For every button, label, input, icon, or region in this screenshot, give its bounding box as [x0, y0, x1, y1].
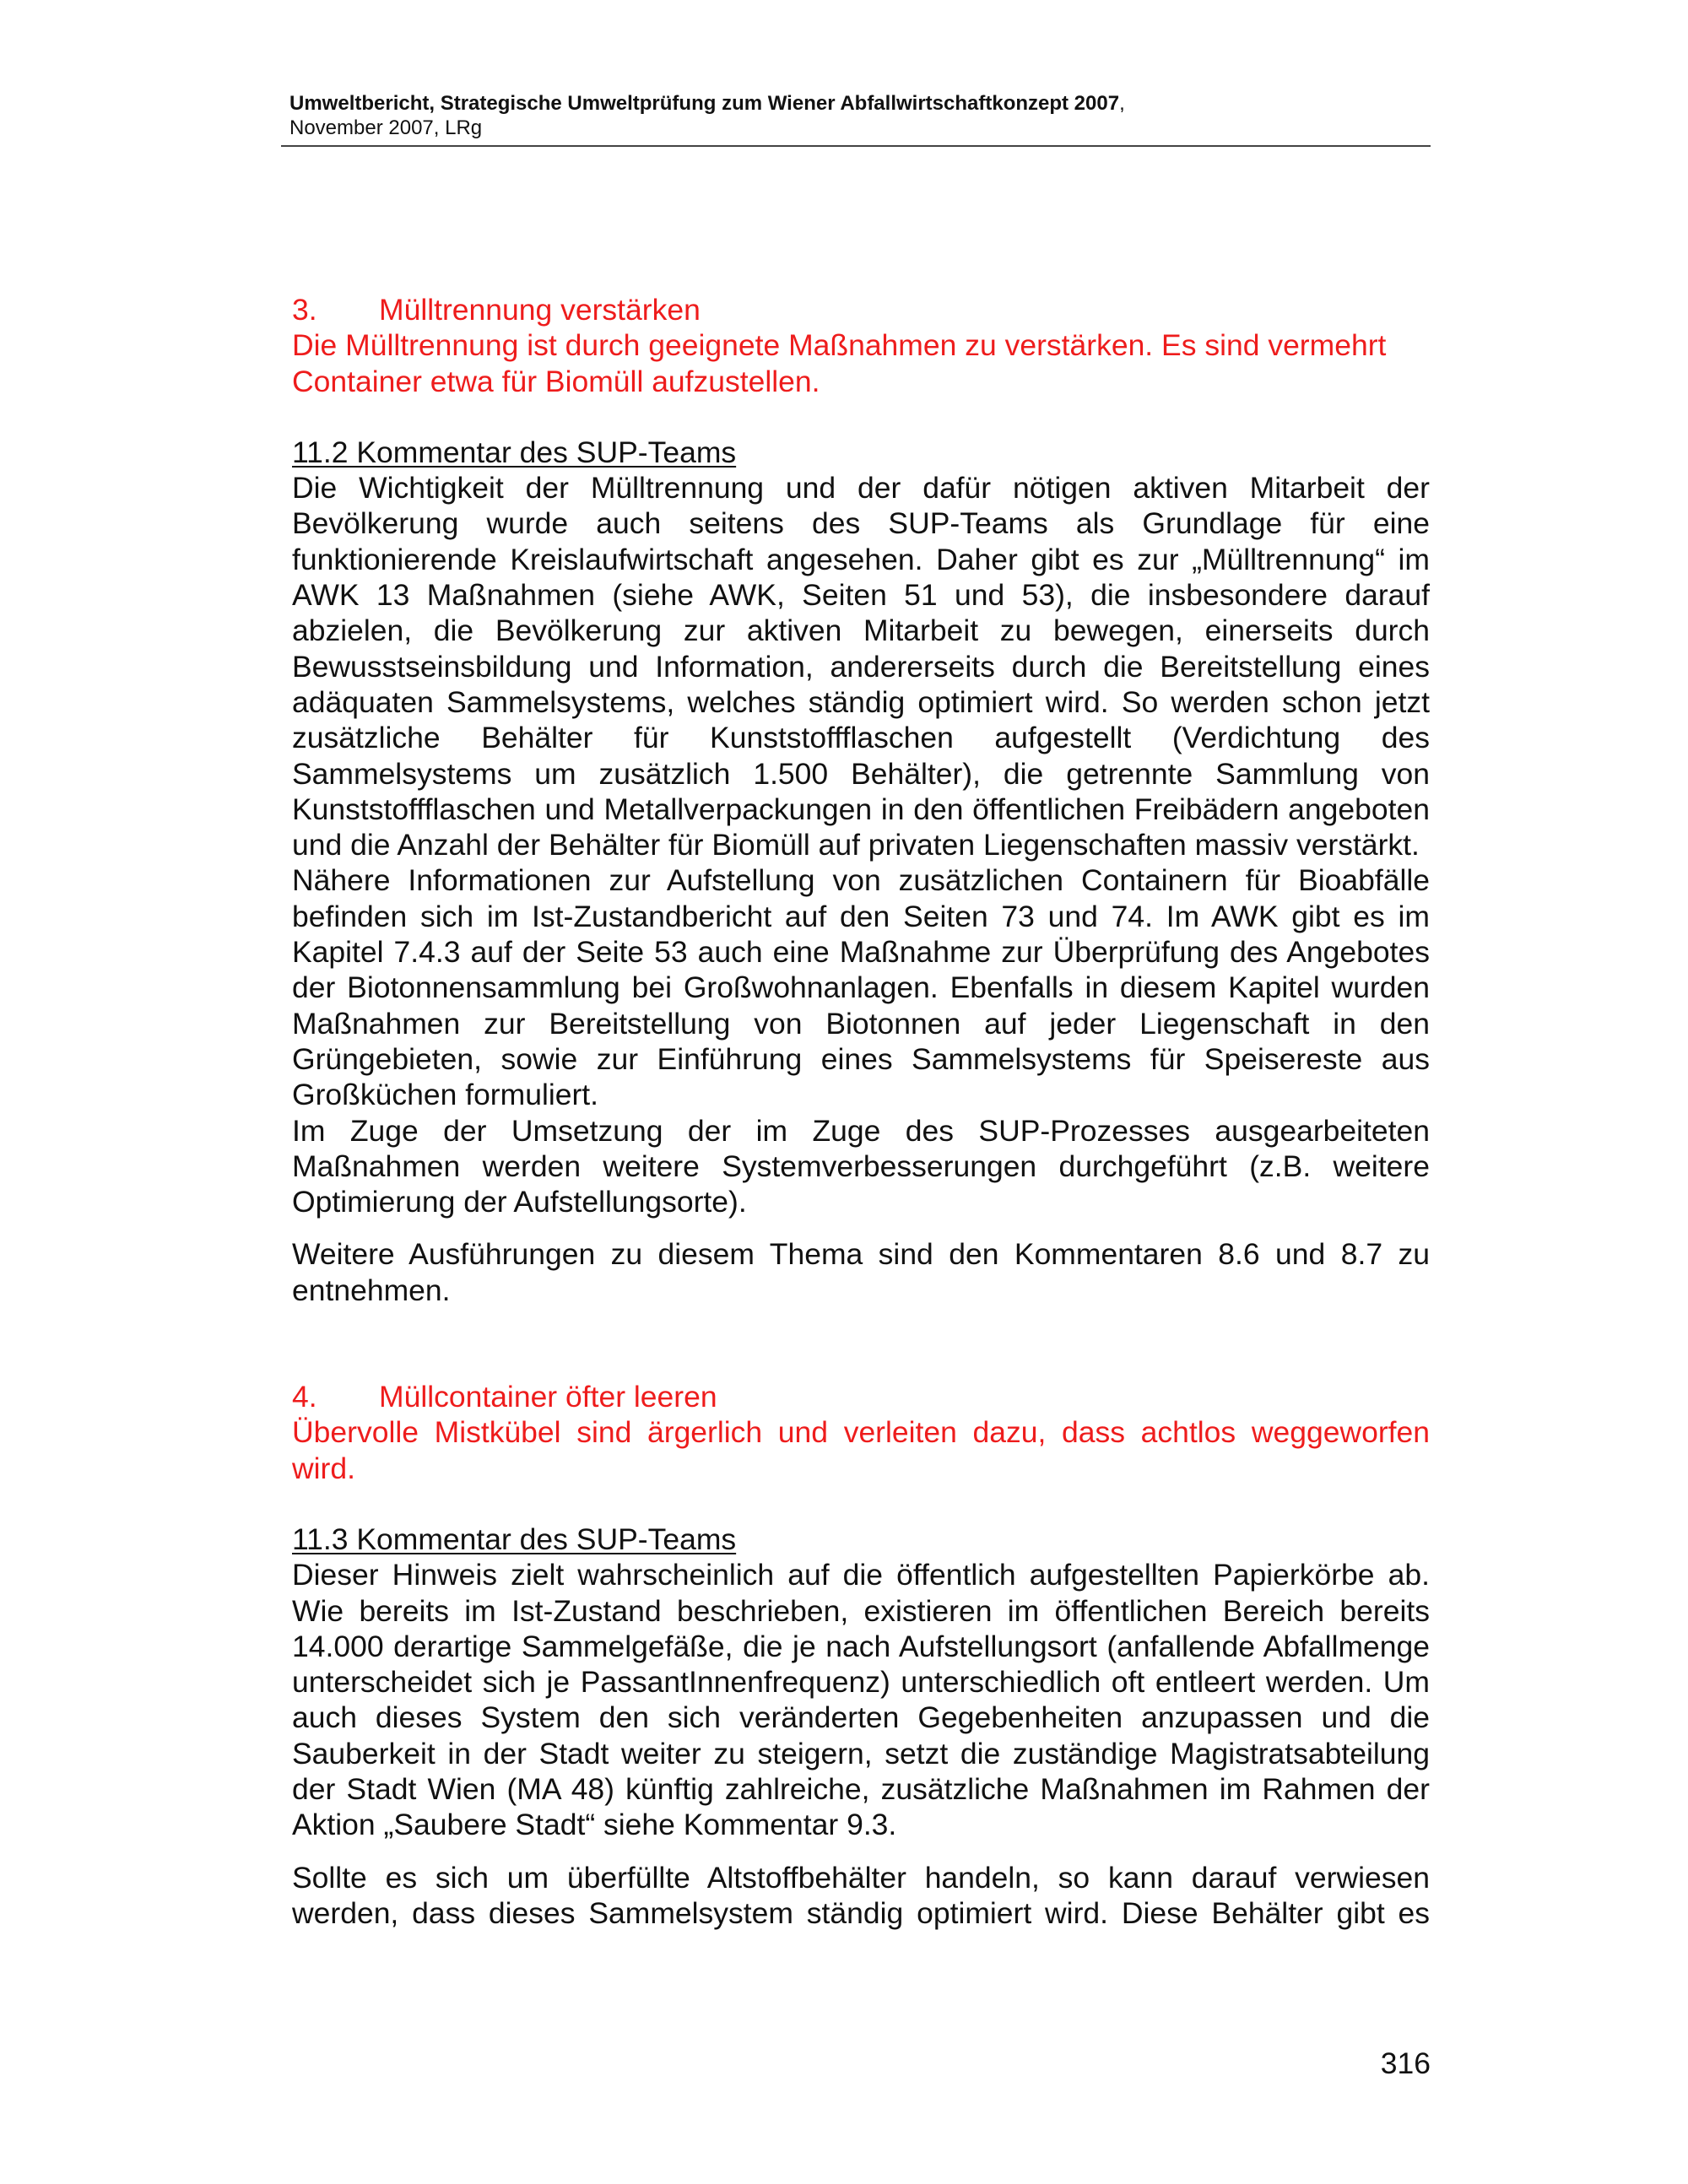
header-title: Umweltbericht, Strategische Umweltprüfung zum Wiener Abfallwirtschaftkonzept 2007	[289, 92, 1120, 115]
section-3-paragraph: Die Wichtigkeit der Mülltrennung und der dafür nötigen aktiven Mitarbeit der Bevölkerung wurde auch seitens des SUP-Teams als Grundlage für eine funktionierende Kreislaufwirtschaft angesehen. Daher gibt es zur „Mülltrennung“ im AWK 13 Maßnahmen (siehe AWK, Seiten 51 und 53), die insbesondere darauf abzielen, die Bevölkerung zur aktiven Mitarbeit zu bewegen, einerseits durch Bewusstseinsbildung und Information, andererseits durch die Bereitstellung eines adäquaten Sammelsystems, welches ständig optimiert wird. So werden schon jetzt zusätzliche Behälter für Kunststoffflaschen aufgestellt (Verdichtung des Sammelsystems um zusätzlich 1.500 Behälter), die getrennte Sammlung von Kunststoffflaschen und Metallverpackungen in den öffentlichen Freibädern angeboten und die Anzahl der Behälter für Biomüll auf privaten Liegenschaften massiv verstärkt.	[292, 471, 1430, 862]
section-3-text: Die Mülltrennung ist durch geeignete Maßnahmen zu verstärken. Es sind vermehrt Container etwa für Biomüll aufzustellen.	[292, 328, 1387, 398]
section-3-heading	[292, 292, 1430, 327]
section-4-number: 4.	[292, 1380, 317, 1414]
section-4-heading	[292, 1379, 1430, 1414]
section-4-text: Übervolle Mistkübel sind ärgerlich und verleiten dazu, dass achtlos weggeworfen wird.	[292, 1415, 1430, 1485]
header-divider	[281, 145, 1431, 147]
page-header	[289, 91, 1431, 140]
section-3-paragraph: Im Zuge der Umsetzung der im Zuge des SUP-Prozesses ausgearbeiteten Maßnahmen werden weitere Systemverbesserungen durchgeführt (z.B. weitere Optimierung der Aufstellungsorte).	[292, 1113, 1430, 1219]
section-4-comment-heading: 11.3 Kommentar des SUP-Teams	[292, 1522, 737, 1556]
main-content	[292, 292, 1430, 1931]
page-number: 316	[1380, 2046, 1431, 2080]
section-4-paragraph: Sollte es sich um überfüllte Altstoffbehälter handeln, so kann darauf verwiesen werden, dass dieses Sammelsystem ständig optimiert wird. Diese Behälter gibt es	[292, 1860, 1430, 1930]
section-3-number: 3.	[292, 293, 317, 327]
header-title-suffix: ,	[1119, 92, 1125, 115]
section-3-paragraph: Nähere Informationen zur Aufstellung von zusätzlichen Containern für Bioabfälle befinden sich im Ist-Zustandbericht auf den Seiten 73 und 74. Im AWK gibt es im Kapitel 7.4.3 auf der Seite 53 auch eine Maßnahme zur Überprüfung des Angebotes der Biotonnensammlung bei Großwohnanlagen. Ebenfalls in diesem Kapitel wurden Maßnahmen zur Bereitstellung von Biotonnen auf jeder Liegenschaft in den Grüngebieten, sowie zur Einführung eines Sammelsystems für Speisereste aus Großküchen formuliert.	[292, 863, 1430, 1112]
section-3-comment-heading: 11.2 Kommentar des SUP-Teams	[292, 435, 737, 469]
section-3-title: Mülltrennung verstärken	[379, 293, 701, 327]
section-4-paragraph: Dieser Hinweis zielt wahrscheinlich auf die öffentlich aufgestellten Papierkörbe ab. Wie bereits im Ist-Zustand beschrieben, existieren im öffentlichen Bereich bereits 14.000 derartige Sammelgefäße, die je nach Aufstellungsort (anfallende Abfallmenge unterscheidet sich je PassantInnenfrequenz) unterschiedlich oft entleert werden. Um auch dieses System den sich veränderten Gegebenheiten anzupassen und die Sauberkeit in der Stadt weiter zu steigern, setzt die zuständige Magistratsabteilung der Stadt Wien (MA 48) künftig zahlreiche, zusätzliche Maßnahmen im Rahmen der Aktion „Saubere Stadt“ siehe Kommentar 9.3.	[292, 1558, 1430, 1842]
section-4-title: Müllcontainer öfter leeren	[379, 1380, 717, 1414]
section-3-paragraph: Weitere Ausführungen zu diesem Thema sind den Kommentaren 8.6 und 8.7 zu entnehmen.	[292, 1237, 1430, 1307]
header-subtitle: November 2007, LRg	[289, 116, 483, 139]
